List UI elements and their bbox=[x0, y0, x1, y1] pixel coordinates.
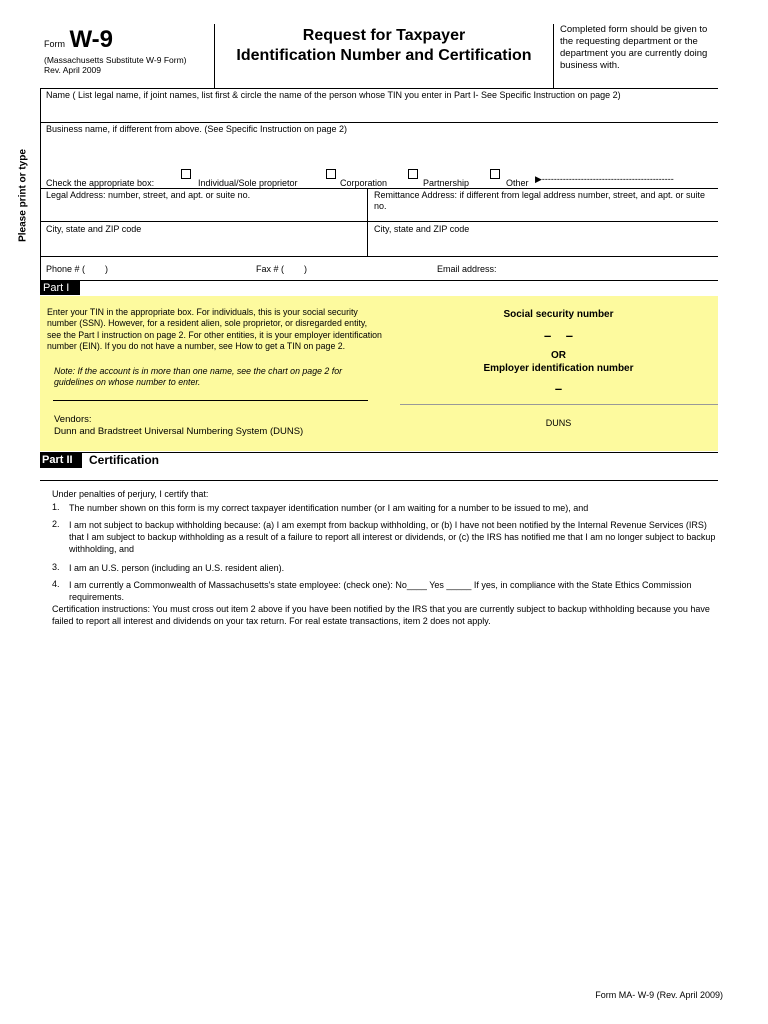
part1-note: Note: If the account is in more than one name, see the chart on page 2 for guidelines on whose number to enter. bbox=[54, 366, 343, 388]
part1-tag: Part I bbox=[40, 281, 80, 295]
name-input[interactable] bbox=[44, 101, 714, 121]
business-name-label: Business name, if different from above. (See Specific Instruction on page 2) bbox=[46, 124, 347, 134]
individual-checkbox[interactable] bbox=[181, 169, 191, 179]
title-line-1: Request for Taxpayer bbox=[302, 27, 466, 44]
cert-item-2: I am not subject to backup withholding because: (a) I am exempt from backup withholding, or (b) I have not been notified by the Internal Revenue Services (IRS) that I am subject to backup withholding as a result of a failure to report all interest or dividends, or (c) the IRS has notified me that I am no longer subject to backup withholding, and bbox=[69, 520, 716, 554]
ein-label: Employer identification number bbox=[483, 363, 634, 374]
form-title bbox=[216, 26, 552, 66]
ssn-input[interactable]: – – bbox=[544, 328, 573, 343]
name-field-label: Name ( List legal name, if joint names, list first & circle the name of the person whose TIN you enter in Part I- See Specific Instruction on page 2) bbox=[46, 90, 621, 100]
city-state-zip-input-right[interactable] bbox=[370, 236, 714, 254]
city-state-zip-label-left: City, state and ZIP code bbox=[46, 224, 142, 234]
check-label: Check the appropriate box: bbox=[46, 178, 155, 188]
part1-instructions: Enter your TIN in the appropriate box. For individuals, this is your social security number (SSN). However, for a resident alien, sole proprietor, or disregarded entity, see the Part I instruction on page 2. For other entities, it is your employer identification number (EIN). If you do not have a number, see How to get a TIN on page 2. bbox=[47, 307, 382, 351]
form-number: W-9 bbox=[69, 26, 113, 53]
business-name-input[interactable] bbox=[44, 136, 714, 164]
duns-label: DUNS bbox=[545, 418, 572, 428]
corporation-option-label: Corporation bbox=[340, 178, 388, 188]
cert-item-number: 2. bbox=[52, 519, 60, 529]
form-prefix: Form bbox=[44, 39, 65, 49]
fax-label: Fax # ( ) bbox=[256, 264, 308, 274]
header-note: Completed form should be given to the requesting department or the department you are currently doing business with. bbox=[560, 24, 708, 71]
individual-option-label: Individual/Sole proprietor bbox=[198, 178, 298, 188]
partnership-option-label: Partnership bbox=[423, 178, 470, 188]
side-label: Please print or type bbox=[17, 149, 29, 242]
cert-item-number: 1. bbox=[52, 502, 60, 512]
footer-form-id: Form MA- W-9 (Rev. April 2009) bbox=[595, 990, 723, 1000]
cert-item-1: The number shown on this form is my correct taxpayer identification number (or I am waiting for a number to be issued to me), and bbox=[69, 503, 589, 513]
legal-address-input[interactable] bbox=[44, 202, 364, 220]
remittance-address-label: Remittance Address: if different from legal address number, street, and apt. or suite no. bbox=[374, 190, 706, 211]
other-checkbox[interactable] bbox=[490, 169, 500, 179]
other-entry-line[interactable]: ▶-------------------------------------------- bbox=[535, 174, 674, 184]
vendors-label: Vendors: bbox=[54, 414, 92, 425]
corporation-checkbox[interactable] bbox=[326, 169, 336, 179]
remittance-address-input[interactable] bbox=[370, 212, 714, 220]
ein-input[interactable]: – bbox=[554, 381, 563, 396]
legal-address-label: Legal Address: number, street, and apt. or suite no. bbox=[46, 190, 251, 200]
partnership-checkbox[interactable] bbox=[408, 169, 418, 179]
part2-tag: Part II bbox=[40, 453, 82, 468]
cert-item-4: I am currently a Commonwealth of Massachusetts's state employee: (check one): No____ Yes _____ If yes, in compliance with the State Ethics Commission requirements. bbox=[69, 580, 692, 602]
email-label: Email address: bbox=[437, 264, 497, 274]
ssn-label: Social security number bbox=[503, 309, 614, 320]
city-state-zip-label-right: City, state and ZIP code bbox=[374, 224, 470, 234]
other-option-label: Other bbox=[506, 178, 529, 188]
cert-item-number: 4. bbox=[52, 579, 60, 589]
certification-title: Certification bbox=[89, 453, 160, 467]
certification-instructions: Certification instructions: You must cross out item 2 above if you have been notified by the IRS that you are currently subject to backup withholding because you have failed to report all interest and dividends on your tax return. For real estate transactions, item 2 does not apply. bbox=[52, 604, 710, 626]
form-subtitle: (Massachusetts Substitute W-9 Form) bbox=[44, 55, 187, 65]
form-header bbox=[44, 26, 214, 75]
or-label: OR bbox=[551, 350, 566, 361]
phone-label: Phone # ( ) bbox=[46, 264, 109, 274]
cert-item-number: 3. bbox=[52, 562, 60, 572]
title-line-2: Identification Number and Certification bbox=[236, 47, 532, 64]
cert-item-3: I am an U.S. person (including an U.S. resident alien). bbox=[69, 563, 285, 573]
certification-intro: Under penalties of perjury, I certify that: bbox=[52, 489, 209, 499]
form-revision: Rev. April 2009 bbox=[44, 65, 102, 75]
city-state-zip-input-left[interactable] bbox=[44, 236, 364, 254]
duns-input[interactable] bbox=[400, 430, 717, 448]
duns-description: Dunn and Bradstreet Universal Numbering System (DUNS) bbox=[54, 426, 304, 437]
